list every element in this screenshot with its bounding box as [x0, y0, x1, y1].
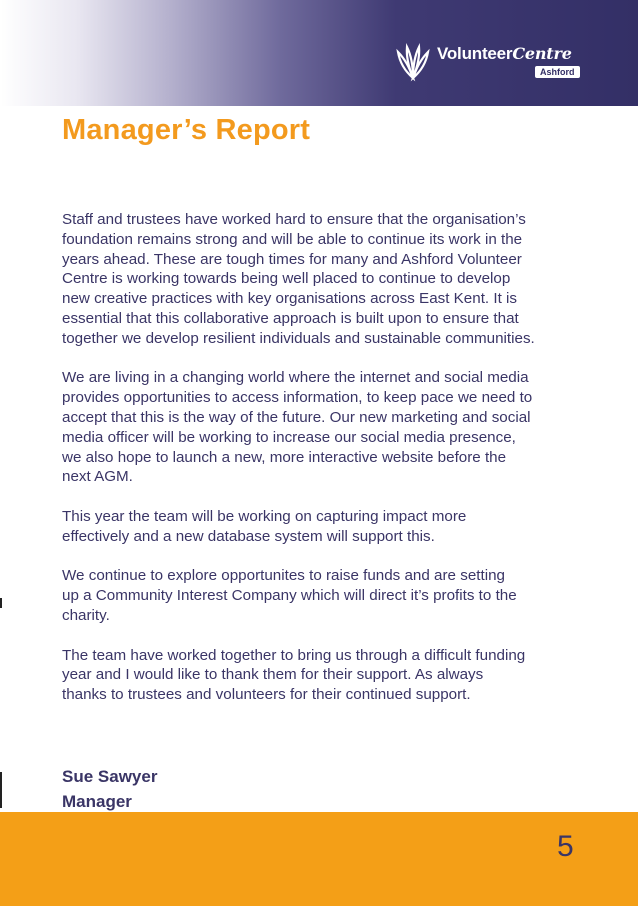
- header-band: [0, 0, 638, 106]
- logo-location-tag: Ashford: [535, 66, 580, 78]
- page-number: 5: [557, 830, 574, 863]
- paragraph-4: We continue to explore opportunites to raise funds and are setting up a Community Interest Company which will direct it’s profits to the charity.: [62, 567, 517, 624]
- paragraph-1: Staff and trustees have worked hard to ensure that the organisation’s foundation remains strong and will be able to continue its work in the years ahead. These are tough times for many and Ashford Volunteer Centre is working towards being well placed to continue to develop new creative practices with key organisations across East Kent. It is essential that this collaborative approach is built upon to ensure that together we develop resilient individuals and sustainable communities.: [62, 211, 535, 347]
- paragraph-5: The team have worked together to bring us through a difficult funding year and I would like to thank them for their support. As always thanks to trustees and volunteers for their continued support.: [62, 646, 526, 704]
- leaf-hands-icon: [392, 42, 434, 82]
- left-edge-mark-1: [0, 598, 2, 608]
- report-body: [62, 210, 586, 725]
- signature-role: Manager: [62, 792, 132, 811]
- left-edge-rule: [0, 0, 2, 106]
- logo-name: Volunteer: [437, 44, 513, 63]
- footer-band: [0, 812, 638, 906]
- left-edge-mark-2: [0, 772, 2, 808]
- logo-wordmark: [437, 44, 572, 64]
- paragraph-3: This year the team will be working on capturing impact more effectively and a new database system will support this.: [62, 507, 467, 545]
- paragraph-2: We are living in a changing world where the internet and social media provides opportunities to access information, to keep pace we need to accept that this is the way of the future. Our new marketing and social media officer will be working to increase our social media presence, we also hope to launch a new, more interactive website before the next AGM.: [62, 369, 533, 486]
- page-title: Manager’s Report: [62, 114, 311, 146]
- signature-block: [62, 764, 157, 814]
- signature-name: Sue Sawyer: [62, 767, 158, 786]
- logo-name-italic: Centre: [512, 44, 572, 63]
